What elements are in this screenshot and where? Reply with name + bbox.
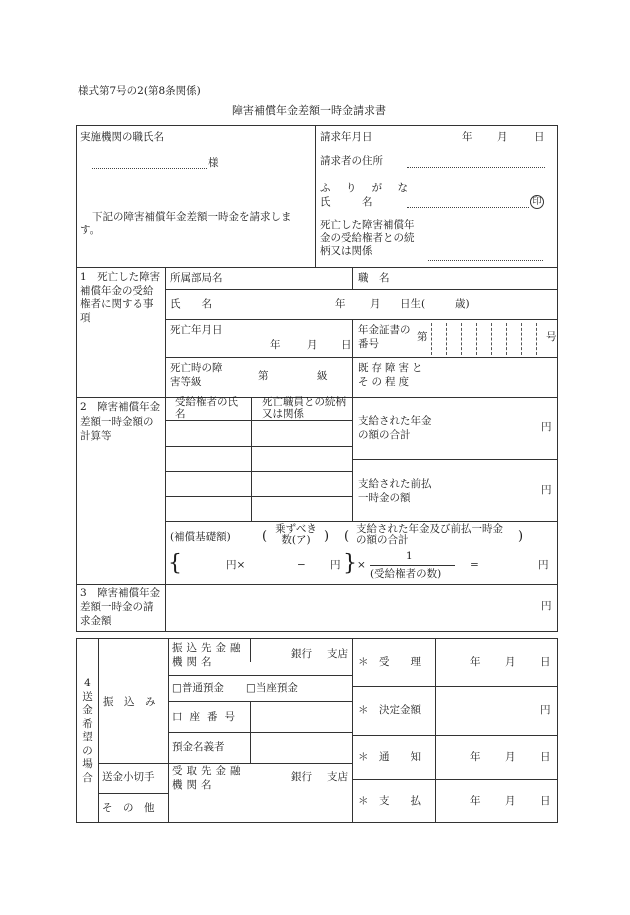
bank-unit: 銀行: [291, 648, 312, 660]
request-date-month: 月: [497, 131, 508, 143]
account-holder-label: 預金名義者: [172, 741, 225, 753]
agency-head-label: 実施機関の職氏名: [80, 131, 164, 143]
death-year-unit: 年: [270, 339, 281, 351]
office-decision-label: ＊ 決定金額: [358, 704, 421, 716]
fraction-numerator: 1: [406, 550, 413, 562]
grade-prefix: 第: [258, 370, 269, 382]
remittance-table: [76, 638, 558, 823]
recipient-name-col: 受給権者の氏 名: [175, 396, 259, 420]
paid-lump-yen: 円: [541, 484, 552, 496]
address-label: 請求者の住所: [320, 155, 383, 167]
relation-label: 死亡した障害補償年金の受給権者との続柄又は関係: [320, 219, 415, 257]
death-date-label: 死亡年月日: [170, 324, 223, 336]
paid-pension-label: 支給された年金の額の合計: [358, 415, 432, 441]
branch-unit: 支店: [327, 648, 348, 660]
receiving-bank-label: 受取先金融機関名: [172, 765, 245, 791]
receiving-bank-unit: 銀行: [291, 771, 312, 783]
formula-result-yen: 円: [538, 559, 549, 571]
deceased-name-label: 氏 名: [170, 298, 212, 310]
notice-month-unit: 月: [505, 751, 516, 763]
sum-label: 支給された年金及び前払一時金の額の合計: [356, 523, 503, 546]
cert-suffix: 号: [546, 331, 557, 343]
section3-heading: 3 障害補償年金差額一時金の請求金額: [80, 587, 161, 627]
check-label: 送金小切手: [102, 771, 155, 783]
other-label: そ の 他: [102, 802, 155, 814]
section2-heading: 2 障害補償年金差額一時金額の計算等: [80, 401, 161, 442]
office-received-label: ＊ 受 理: [358, 656, 421, 668]
office-payment-label: ＊ 支 払: [358, 795, 421, 807]
birth-month-unit: 月: [370, 298, 381, 310]
age-unit: 歳): [455, 298, 470, 310]
bank-label: 振込先金融機関名: [172, 642, 245, 668]
notice-day-unit: 日: [540, 751, 551, 763]
fraction-denominator: (受給権者の数): [370, 568, 442, 580]
section3-yen: 円: [541, 600, 552, 612]
payment-month-unit: 月: [505, 795, 516, 807]
paid-lump-label: 支給された前払一時金の額: [358, 478, 432, 504]
ordinary-deposit-checkbox[interactable]: □普通預金: [172, 682, 224, 694]
payment-year-unit: 年: [470, 795, 481, 807]
paid-pension-yen: 円: [541, 421, 552, 433]
multiplier-label: 乗ずべき数(ア): [275, 523, 317, 546]
formula-equals: =: [470, 559, 479, 571]
grade-suffix: 級: [317, 370, 328, 382]
birth-year-unit: 年: [335, 298, 346, 310]
grade-label: 死亡時の障害等級: [170, 362, 223, 388]
request-date-label: 請求年月日: [320, 131, 373, 143]
received-day-unit: 日: [540, 656, 551, 668]
section1-heading: 1 死亡した障害補償年金の受給権者に関する事項: [80, 271, 161, 324]
death-day-unit: 日: [341, 339, 352, 351]
cert-prefix: 第: [417, 331, 428, 343]
received-year-unit: 年: [470, 656, 481, 668]
transfer-label: 振 込 み: [103, 696, 156, 708]
position-label: 職 名: [358, 272, 390, 284]
base-amount-label: (補償基礎額): [170, 531, 231, 543]
existing-disability-label: 既存障害とその程度: [358, 362, 426, 388]
request-date-year: 年: [462, 131, 473, 143]
formula-yen: 円: [330, 559, 341, 571]
office-notice-label: ＊ 通 知: [358, 751, 421, 763]
checking-deposit-checkbox[interactable]: □当座預金: [246, 682, 298, 694]
request-text: 下記の障害補償年金差額一時金を請求します。: [80, 211, 292, 236]
request-date-day: 日: [534, 131, 545, 143]
honorific: 様: [208, 157, 219, 169]
payment-day-unit: 日: [540, 795, 551, 807]
formula-times: 円×: [226, 559, 246, 571]
furigana-label: ふ り が な: [320, 182, 415, 194]
birth-day-unit: 日生(: [400, 298, 426, 310]
death-month-unit: 月: [307, 339, 318, 351]
formula-times2: ×: [357, 559, 366, 571]
section4-heading: 4 送金希望の場合: [82, 677, 93, 784]
received-month-unit: 月: [505, 656, 516, 668]
claimant-name-label: 氏 名: [320, 196, 373, 208]
relation-col: 死亡職員との続柄又は関係: [262, 396, 346, 420]
account-number-label: 口座番号: [172, 711, 242, 723]
dept-label: 所属部局名: [170, 272, 223, 284]
form-title: 障害補償年金差額一時金請求書: [232, 104, 386, 117]
form-number: 様式第7号の2(第8条関係): [78, 85, 201, 97]
decision-yen-unit: 円: [540, 704, 551, 716]
receiving-branch-unit: 支店: [327, 771, 348, 783]
cert-number-label: 年金証書の番号: [358, 324, 411, 350]
notice-year-unit: 年: [470, 751, 481, 763]
seal-mark: 印: [530, 195, 544, 209]
formula-minus: −: [297, 559, 306, 571]
